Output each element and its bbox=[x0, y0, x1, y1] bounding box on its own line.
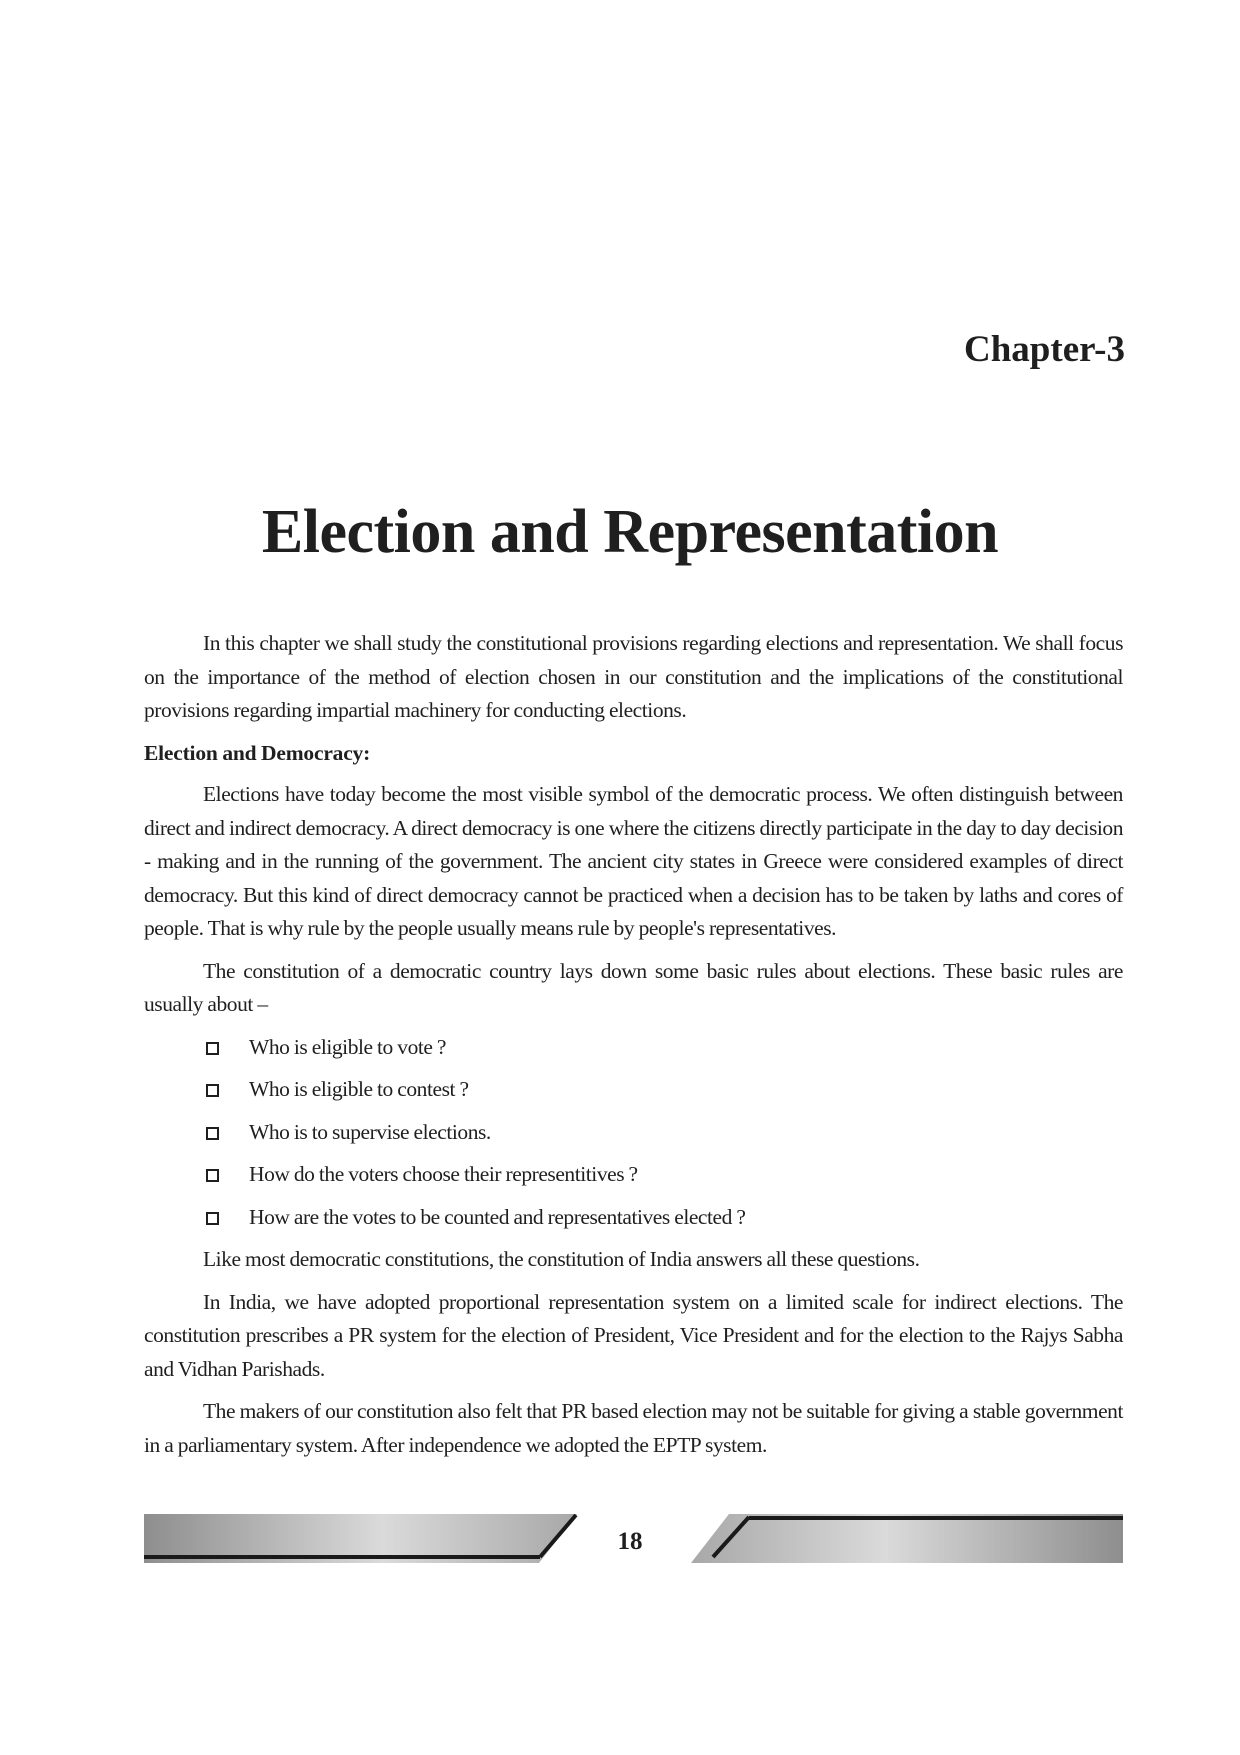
paragraph: In India, we have adopted proportional representation system on a limited scale for indirect elections. The constitution prescribes a PR system for the election of President, Vice President and for the election to the Rajys Sabha and Vidhan Parishads. bbox=[144, 1289, 1123, 1381]
square-bullet-icon bbox=[206, 1169, 219, 1182]
intro-paragraph: In this chapter we shall study the constitutional provisions regarding elections and representation. We shall focus on the importance of the method of election chosen in our constitution and the implications of the constitutional provisions regarding impartial machinery for conducting elections. bbox=[144, 631, 1123, 722]
chapter-label: Chapter-3 bbox=[964, 329, 1125, 370]
paragraph: The constitution of a democratic country lays down some basic rules about elections. These basic rules are usually about – bbox=[144, 958, 1123, 1016]
list-item-text: How do the voters choose their representitives ? bbox=[249, 1162, 638, 1186]
list-item-text: Who is eligible to vote ? bbox=[249, 1034, 447, 1059]
list-item-text: Who is to supervise elections. bbox=[249, 1119, 491, 1144]
page-number: 18 bbox=[617, 1528, 643, 1555]
list-item bbox=[144, 1158, 1123, 1192]
square-bullet-icon bbox=[206, 1212, 219, 1225]
square-bullet-icon bbox=[206, 1084, 219, 1097]
list-item bbox=[144, 1116, 1123, 1150]
list-item bbox=[144, 1031, 1123, 1065]
body-text bbox=[144, 627, 1123, 1471]
list-item-text: How are the votes to be counted and representatives elected ? bbox=[249, 1204, 746, 1229]
paragraph: The makers of our constitution also felt that PR based election may not be suitable for giving a stable government in a parliamentary system. After independence we adopted the EPTP system. bbox=[144, 1399, 1123, 1457]
square-bullet-icon bbox=[206, 1127, 219, 1140]
list-item bbox=[144, 1201, 1123, 1235]
square-bullet-icon bbox=[206, 1042, 219, 1055]
page-title: Election and Representation bbox=[261, 498, 999, 566]
paragraph: Elections have today become the most visible symbol of the democratic process. We often distinguish between direct and indirect democracy. A direct democracy is one where the citizens directly participate in the day to day decision - making and in the running of the government. The ancient city states in Greece were considered examples of direct democracy. But this kind of direct democracy cannot be practiced when a decision has to be taken by laths and cores of people. That is why rule by the people usually means rule by people's representatives. bbox=[144, 782, 1123, 940]
section-heading: Election and Democracy: bbox=[144, 740, 371, 765]
bullet-list bbox=[144, 1031, 1123, 1235]
list-item-text: Who is eligible to contest ? bbox=[249, 1077, 469, 1101]
list-item bbox=[144, 1073, 1123, 1107]
paragraph: Like most democratic constitutions, the constitution of India answers all these questions. bbox=[203, 1247, 920, 1271]
footer-bar-right bbox=[691, 1514, 1123, 1563]
